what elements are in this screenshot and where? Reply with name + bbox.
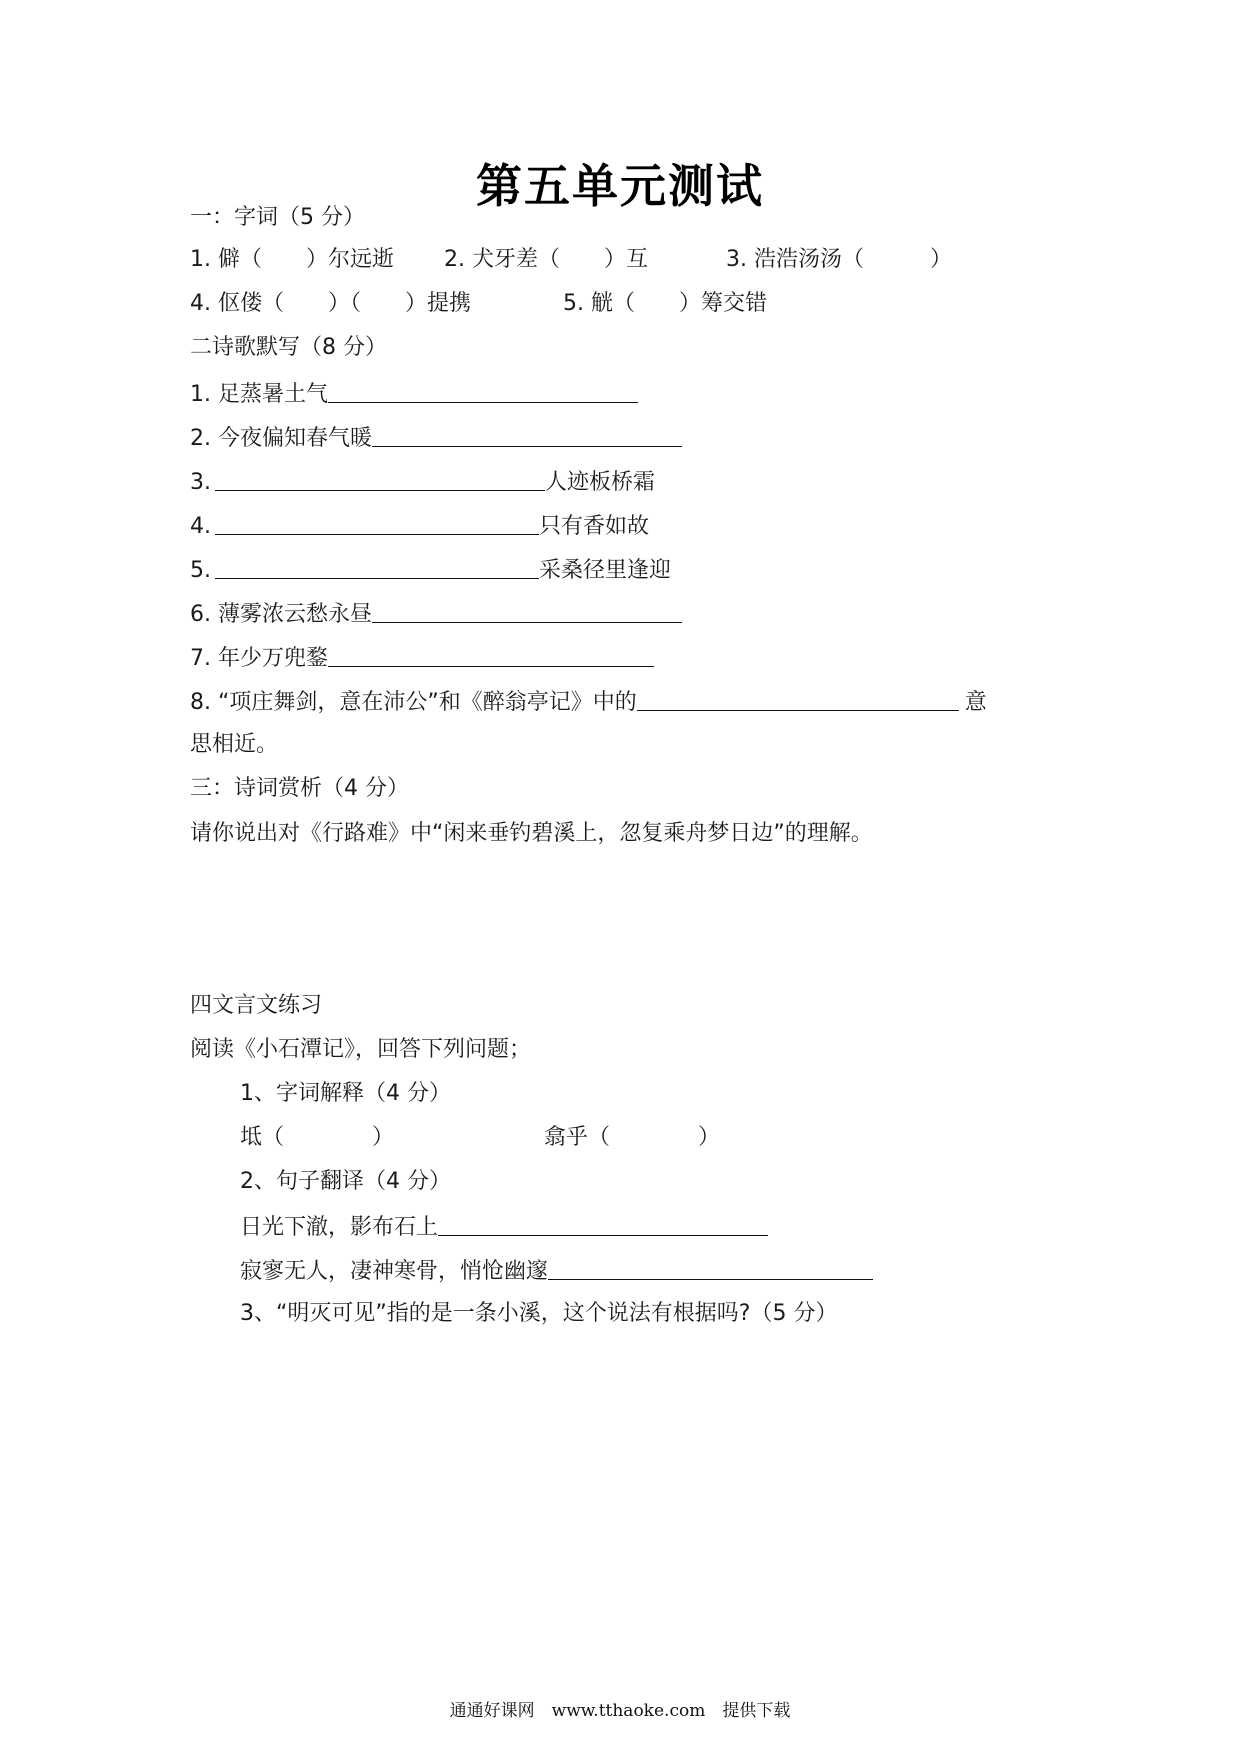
answer-blank[interactable] <box>328 642 654 667</box>
vocab-item-3: 3. 浩浩汤汤（ ） <box>725 247 952 272</box>
vocab-item-1: 1. 僻（ ）尔远逝 <box>190 247 394 272</box>
question-number: 3. <box>190 470 211 495</box>
poem-text: 7. 年少万兜鍪 <box>190 646 328 671</box>
answer-blank[interactable] <box>215 466 545 491</box>
sub-question-1: 1、字词解释（4 分） <box>240 1081 451 1106</box>
poem-question-6 <box>190 598 682 630</box>
answer-blank[interactable] <box>637 686 959 711</box>
section-1-row-1 <box>190 245 952 275</box>
poem-text: 8. “项庄舞剑，意在沛公”和《醉翁亭记》中的 <box>190 690 637 715</box>
vocab-item-5: 5. 觥（ ）筹交错 <box>562 291 767 316</box>
poem-question-5 <box>190 554 671 586</box>
poem-text: 只有香如故 <box>539 514 650 539</box>
poem-question-8-continued: 思相近。 <box>190 732 279 757</box>
answer-blank[interactable] <box>548 1255 873 1280</box>
poem-question-2 <box>190 422 682 454</box>
vocab-item-2: 2. 犬牙差（ ）互 <box>443 247 648 272</box>
translation-item-2 <box>240 1255 873 1287</box>
sub-question-2: 2、句子翻译（4 分） <box>240 1169 451 1194</box>
sentence-text: 寂寥无人，凄神寒骨，悄怆幽邃 <box>240 1259 549 1284</box>
poem-text: 6. 薄雾浓云愁永昼 <box>190 602 372 627</box>
poem-text: 人迹板桥霜 <box>545 470 656 495</box>
word-item-2: 翕乎（ ） <box>544 1125 721 1150</box>
question-number: 5. <box>190 558 211 583</box>
footer-source: 通通好课网 www.tthaoke.com 提供下载 <box>449 1701 791 1721</box>
answer-blank[interactable] <box>372 422 682 447</box>
poem-text-tail: 意 <box>964 690 987 715</box>
answer-blank[interactable] <box>215 510 539 535</box>
poem-question-7 <box>190 642 654 674</box>
section-1-heading: 一：字词（5 分） <box>190 205 365 230</box>
poem-text: 2. 今夜偏知春气暖 <box>190 426 372 451</box>
answer-blank[interactable] <box>438 1211 768 1236</box>
poem-question-1 <box>190 378 638 410</box>
answer-blank[interactable] <box>328 378 638 403</box>
answer-blank[interactable] <box>215 554 539 579</box>
word-item-1: 坻（ ） <box>240 1125 395 1150</box>
poem-question-4 <box>190 510 649 542</box>
reading-intro: 阅读《小石潭记》，回答下列问题； <box>190 1037 532 1062</box>
poem-question-3 <box>190 466 655 498</box>
word-explanation-row <box>240 1123 720 1153</box>
section-4-heading: 四文言文练习 <box>190 993 323 1018</box>
sub-question-3: 3、“明灭可见”指的是一条小溪，这个说法有根据吗?（5 分） <box>240 1301 838 1326</box>
vocab-item-4: 4. 伛偻（ ）（ ）提携 <box>190 291 471 316</box>
poem-question-8 <box>190 686 987 718</box>
question-number: 4. <box>190 514 211 539</box>
poem-text: 采桑径里逢迎 <box>539 558 672 583</box>
page-title: 第五单元测试 <box>476 159 764 213</box>
section-1-row-2 <box>190 289 767 319</box>
section-2-heading: 二诗歌默写（8 分） <box>190 335 387 360</box>
answer-blank[interactable] <box>372 598 682 623</box>
poem-text: 1. 足蒸暑土气 <box>190 382 328 407</box>
sentence-text: 日光下澈，影布石上 <box>240 1215 439 1240</box>
appreciation-question: 请你说出对《行路难》中“闲来垂钓碧溪上，忽复乘舟梦日边”的理解。 <box>190 821 873 846</box>
section-3-heading: 三：诗词赏析（4 分） <box>190 776 409 801</box>
translation-item-1 <box>240 1211 768 1243</box>
